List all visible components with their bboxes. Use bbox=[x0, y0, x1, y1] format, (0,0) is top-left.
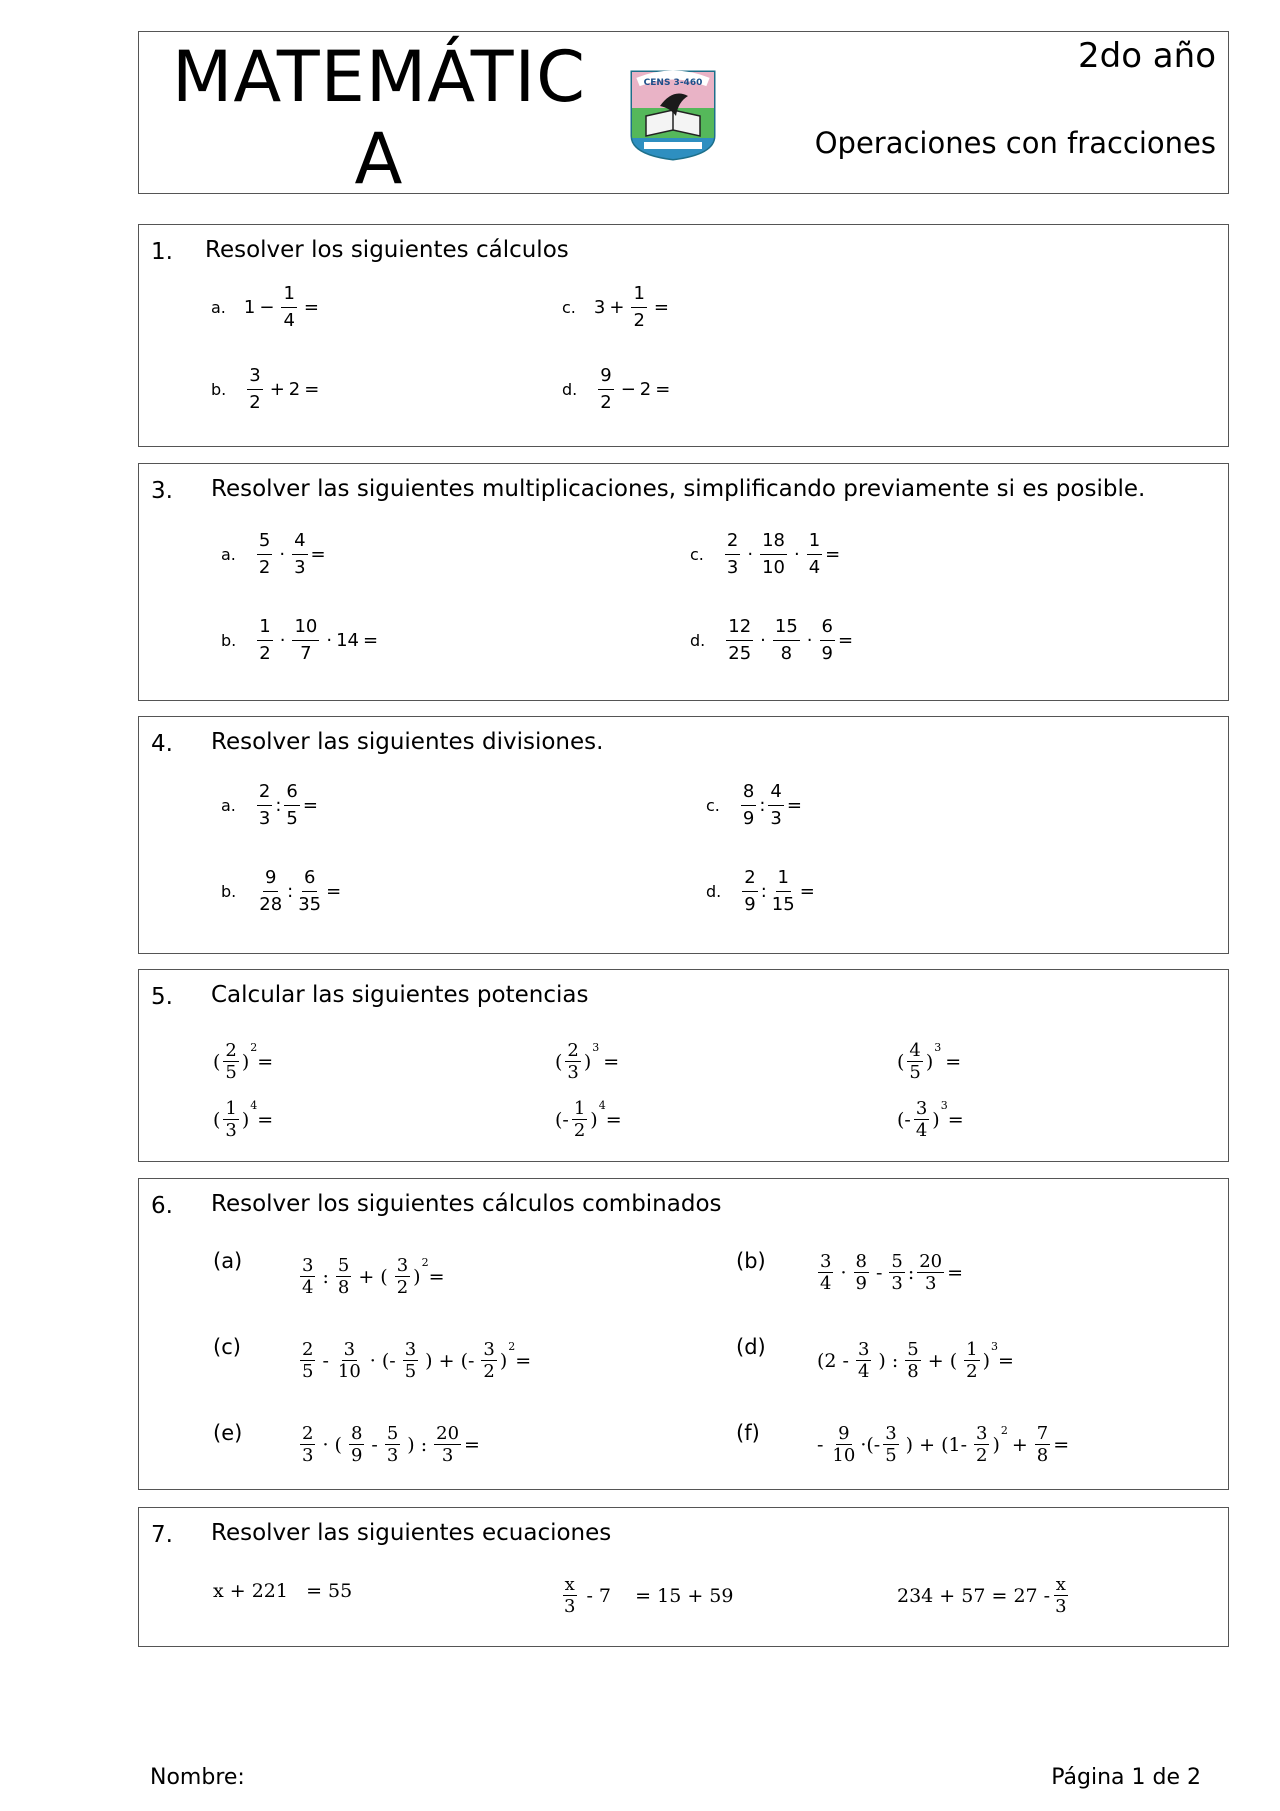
power-6: (- 3 4 ) 3 = bbox=[897, 1098, 964, 1141]
exercise-4c: c. 8 9 : $\frac{4}{3}$ = bbox=[706, 781, 802, 829]
exercise-number: 3. bbox=[151, 478, 173, 504]
equation-2: x 3 - 7 = 15 + 59 bbox=[564, 1574, 734, 1617]
exercise-3a: a. 5 2 · $\frac{4}{3}$ = bbox=[221, 530, 326, 578]
exercise-number: 5. bbox=[151, 984, 173, 1010]
topic-label: Operaciones con fracciones bbox=[814, 126, 1216, 160]
exercise-1c: c. 3 + $\frac{1}{2}$ = bbox=[562, 283, 669, 331]
item-label: (a) bbox=[213, 1249, 243, 1273]
exercise-heading: Resolver las siguientes multiplicaciones, simplificando previamente si es posible. bbox=[211, 476, 1146, 502]
item-label: (e) bbox=[213, 1421, 243, 1445]
equation-3: 234 + 57 = 27 - x 3 bbox=[897, 1574, 1067, 1617]
school-crest-logo bbox=[626, 66, 720, 162]
name-label: Nombre: bbox=[150, 1765, 245, 1790]
grade-label: 2do año bbox=[1077, 36, 1216, 76]
item-label: (b) bbox=[736, 1249, 766, 1273]
combined-f: - 9 10 ·(- 3 5 ) + (1- 3 2 ) 2 + $\frac{7}{8}$ = bbox=[817, 1423, 1070, 1466]
power-2: ( 2 3 ) 3 = bbox=[555, 1040, 620, 1083]
exercise-number: 4. bbox=[151, 731, 173, 757]
page-number: Página 1 de 2 bbox=[1051, 1765, 1201, 1790]
combined-a: 3 4 : 5 8 + ( 3 2 ) 2 = bbox=[302, 1255, 445, 1298]
exercise-number: 7. bbox=[151, 1522, 173, 1548]
exercise-3c: c. 2 3 · 18 10 · $\frac{1}{4}$ = bbox=[690, 530, 841, 578]
exercise-number: 6. bbox=[151, 1193, 173, 1219]
power-1: ( 2 5 ) 2 = bbox=[213, 1040, 274, 1083]
exercise-1a: a. 1 − $\frac{1}{4}$ = bbox=[211, 283, 319, 331]
exercise-3b: b. 1 2 · 10 7 · 14 = bbox=[221, 616, 379, 664]
exercise-heading: Resolver las siguientes divisiones. bbox=[211, 729, 604, 755]
combined-b: 3 4 · 8 9 - 5 3 : $\frac{20}{3}$ = bbox=[820, 1251, 964, 1294]
page-title: MATEMÁTIC A bbox=[172, 36, 586, 200]
item-label: (d) bbox=[736, 1335, 766, 1359]
power-3: ( 4 5 ) 3 = bbox=[897, 1040, 962, 1083]
exercise-1d: d. 9 2 − 2 = bbox=[562, 365, 671, 413]
exercise-number: 1. bbox=[151, 239, 173, 265]
exercise-5-box bbox=[138, 969, 1229, 1162]
power-5: (- 1 2 ) 4 = bbox=[555, 1098, 622, 1141]
combined-c: 2 5 - 3 10 · (- 3 5 ) + (- 3 2 ) 2 = bbox=[302, 1339, 532, 1382]
exercise-heading: Calcular las siguientes potencias bbox=[211, 982, 589, 1008]
exercise-1b: b. 3 2 + 2 = bbox=[211, 365, 320, 413]
exercise-4b: b. 9 28 : $\frac{6}{35}$ = bbox=[221, 867, 342, 915]
combined-e: 2 3 · ( 8 9 - 5 3 ) : $\frac{20}{3}$ = bbox=[302, 1423, 480, 1466]
item-label: (c) bbox=[213, 1335, 241, 1359]
svg-text:CENS 3-460: CENS 3-460 bbox=[643, 78, 703, 88]
exercise-7-box bbox=[138, 1507, 1229, 1647]
exercise-4d: d. 2 9 : $\frac{1}{15}$ = bbox=[706, 867, 815, 915]
header-box bbox=[138, 31, 1229, 200]
exercise-3-box bbox=[138, 463, 1229, 701]
exercise-heading: Resolver las siguientes ecuaciones bbox=[211, 1520, 612, 1546]
exercise-heading: Resolver los siguientes cálculos combinados bbox=[211, 1191, 722, 1217]
equation-1: x + 221 = 55 bbox=[213, 1580, 353, 1602]
exercise-heading: Resolver los siguientes cálculos bbox=[205, 237, 569, 263]
exercise-4-box bbox=[138, 716, 1229, 954]
exercise-4a: a. 2 3 : $\frac{6}{5}$ = bbox=[221, 781, 318, 829]
combined-d: (2 - 3 4 ) : 5 8 + ( 1 2 ) 3 = bbox=[817, 1339, 1014, 1382]
item-label: (f) bbox=[736, 1421, 760, 1445]
exercise-1-box bbox=[138, 224, 1229, 447]
exercise-3d: d. 12 25 · 15 8 · $\frac{6}{9}$ = bbox=[690, 616, 854, 664]
exercise-6-box bbox=[138, 1178, 1229, 1490]
power-4: ( 1 3 ) 4 = bbox=[213, 1098, 274, 1141]
